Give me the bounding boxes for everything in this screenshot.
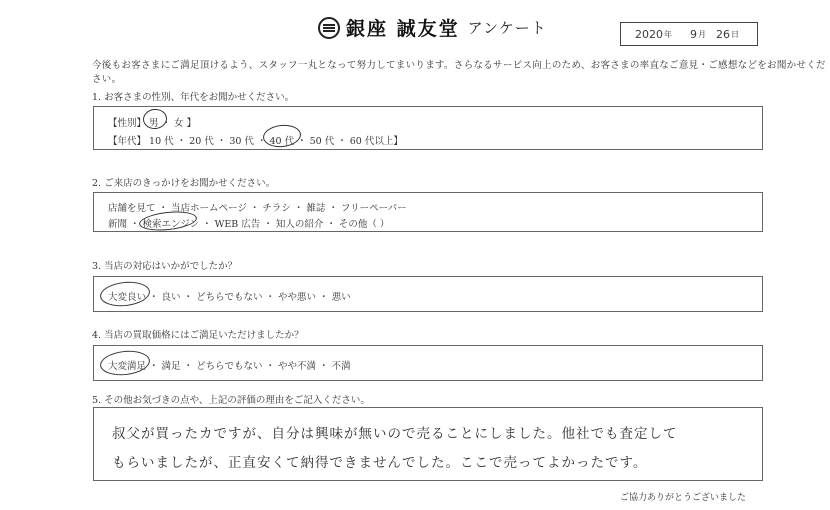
gender-options[interactable]: 【性別】 男 ・ 女 】 xyxy=(108,118,197,129)
selection-circle-very-good xyxy=(99,279,151,308)
question-4: 4. 当店の買取価格にはご満足いただけましたか？ xyxy=(92,330,304,341)
thanks-text: ご協力ありがとうございました xyxy=(620,493,747,503)
visit-reason-options-2[interactable]: 新聞 ・ 検索エンジン ・ WEB 広告 ・ 知人の紹介 ・ その他（ ） xyxy=(108,219,390,230)
answer-box-2 xyxy=(93,192,763,232)
answer-box-3 xyxy=(93,276,763,312)
brand-mark-icon xyxy=(318,17,340,39)
intro-text: 今後もお客さまにご満足頂けるよう、スタッフ一丸となって努力してまいります。さらなるサービス向上のため、お客さまの率直なご意見・ご感想などをお聞かせください。 xyxy=(92,60,826,85)
answer-box-4 xyxy=(93,345,763,381)
date-day: 26 xyxy=(716,27,730,41)
brand-logo xyxy=(318,14,547,41)
brand-name: 銀座 誠友堂 xyxy=(346,18,460,40)
date-field[interactable] xyxy=(620,22,758,46)
date-month: 9 xyxy=(690,27,697,41)
service-rating-options[interactable]: 大変良い ・ 良い ・ どちらでもない ・ やや悪い ・ 悪い xyxy=(108,292,351,303)
question-5: 5. その他お気づきの点や、上記の評価の理由をご記入ください。 xyxy=(92,395,370,406)
question-1: 1. お客さまの性別、年代をお聞かせください。 xyxy=(92,92,295,103)
age-options[interactable]: 【年代】 10 代 ・ 20 代 ・ 30 代 ・ 40 代 ・ 50 代 ・ 60 代以上】 xyxy=(108,136,403,147)
question-3: 3. 当店の対応はいかがでしたか？ xyxy=(92,261,238,272)
date-year-suffix: 年 xyxy=(664,29,672,39)
date-month-suffix: 月 xyxy=(698,29,706,39)
date-day-suffix: 日 xyxy=(731,29,739,39)
price-satisfaction-options[interactable]: 大変満足 ・ 満足 ・ どちらでもない ・ やや不満 ・ 不満 xyxy=(108,361,351,372)
comment-line-2: もらいましたが、正直安くて納得できませんでした。ここで売ってよかったです。 xyxy=(112,455,648,471)
answer-box-1 xyxy=(93,106,763,150)
comment-line-1: 叔父が買ったカですが、自分は興味が無いので売ることにしました。他社でも査定して xyxy=(112,426,678,442)
survey-title: アンケート xyxy=(467,19,547,37)
selection-circle-very-satisfied xyxy=(99,348,151,377)
visit-reason-options-1[interactable]: 店舗を見て ・ 当店ホームページ ・ チラシ ・ 雑誌 ・ フリーペーパー xyxy=(108,203,407,214)
question-2: 2. ご来店のきっかけをお聞かせください。 xyxy=(92,178,276,189)
survey-header xyxy=(0,10,830,50)
date-year: 2020 xyxy=(635,27,663,41)
comment-field[interactable] xyxy=(93,407,763,481)
